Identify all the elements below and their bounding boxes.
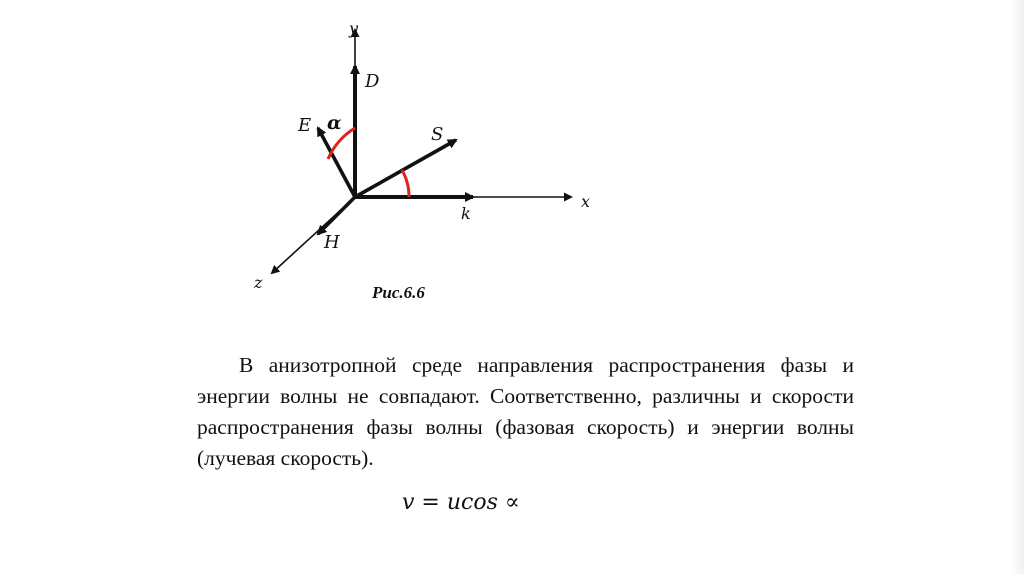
vector-h	[318, 197, 355, 234]
z-axis-label: z	[254, 273, 263, 292]
vector-s	[355, 140, 456, 197]
explanation-paragraph: В анизотропной среде направления распространения фазы и энергии волны не совпадают. Соответственно, различны и скорости распространения фазы волны (фазовая скорость) и энергии волны (лучевая скорость).	[197, 353, 854, 470]
vector-e	[318, 128, 355, 197]
angle-arc-s-k	[402, 170, 409, 197]
y-axis-label: y	[349, 19, 359, 38]
figure-caption: Рис.6.6	[372, 283, 425, 302]
vector-e-label: E	[298, 115, 312, 136]
vector-s-label: S	[431, 124, 444, 145]
angle-alpha-label: α	[327, 112, 342, 134]
velocity-formula: v = ucos ∝	[402, 490, 520, 515]
vector-h-label: H	[324, 232, 340, 253]
x-axis-label: x	[581, 192, 591, 211]
vector-k-label: k	[461, 204, 471, 223]
vector-d-label: D	[365, 71, 380, 92]
